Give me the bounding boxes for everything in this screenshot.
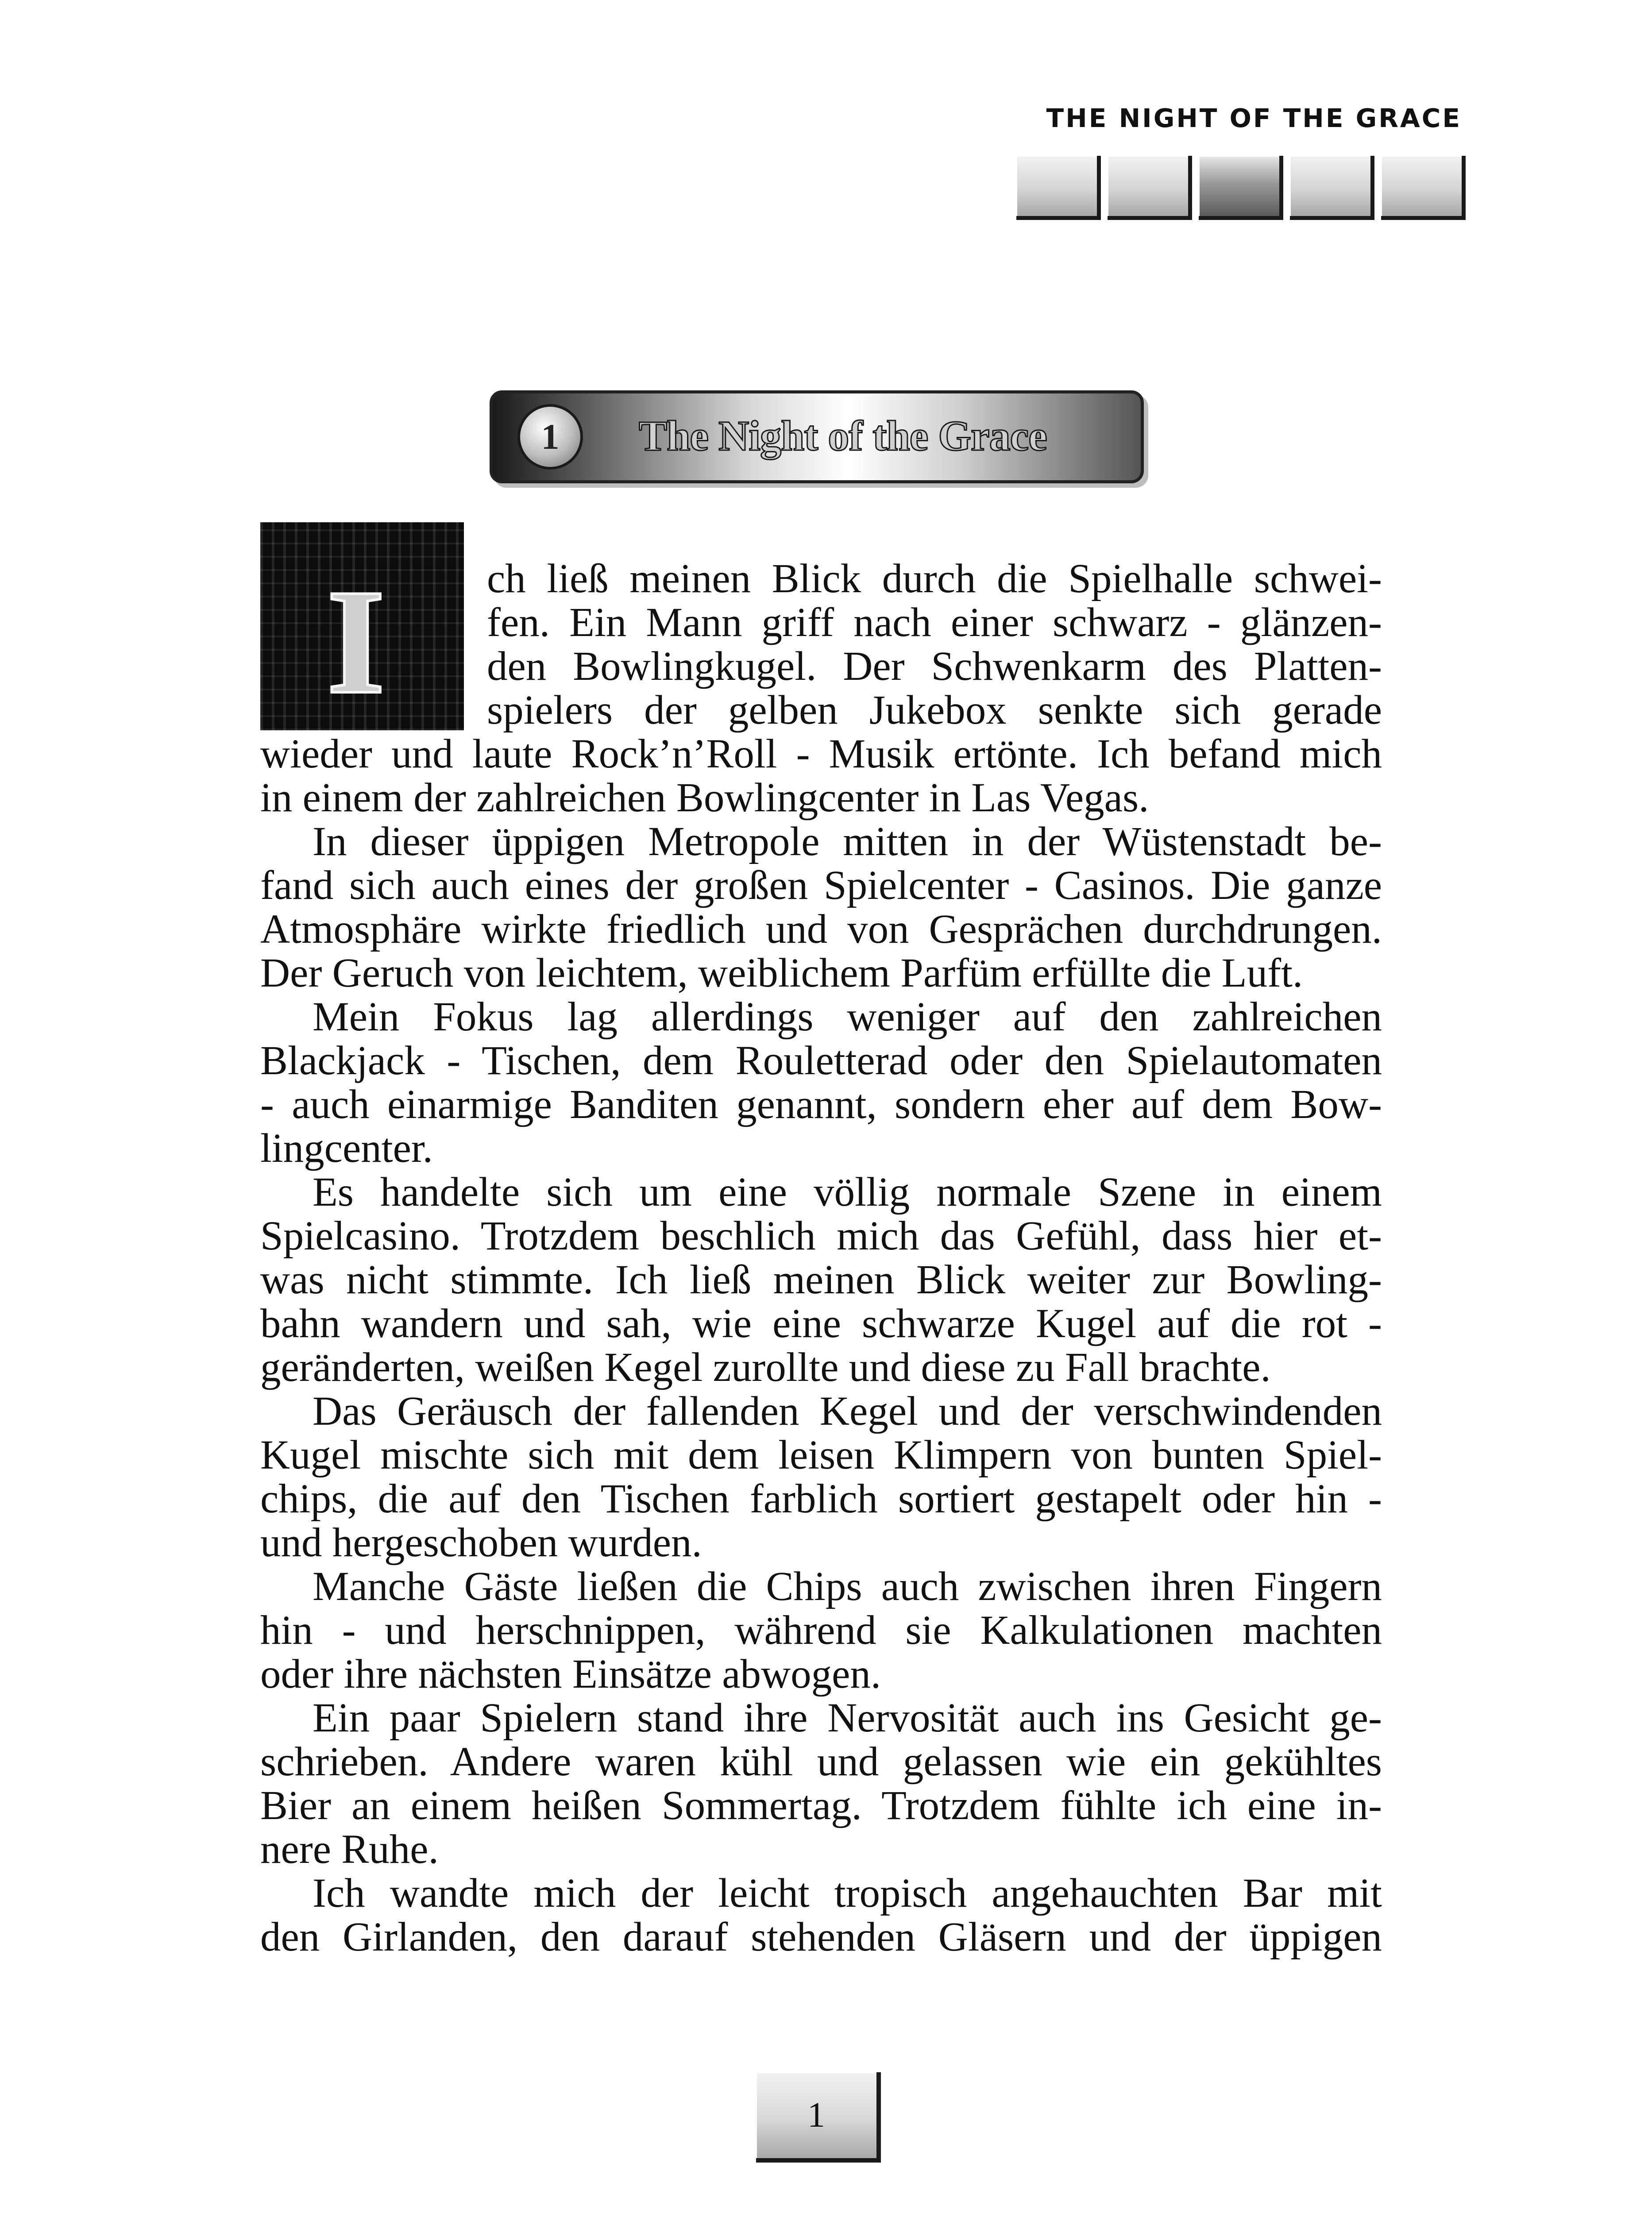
- text-line: hin - und herschnippen, während sie Kalkulationen machten: [260, 1608, 1382, 1653]
- chapter-tab-3: [1199, 156, 1283, 220]
- text-line: oder ihre nächsten Einsätze abwogen.: [260, 1651, 881, 1697]
- text-line: Es handelte sich um eine völlig normale Szene in einem: [313, 1169, 1382, 1215]
- text-line: Kugel mischte sich mit dem leisen Klimpern von bunten Spiel-: [260, 1432, 1382, 1478]
- text-line: - auch einarmige Banditen genannt, sondern eher auf dem Bow-: [260, 1082, 1382, 1127]
- text-line: was nicht stimmte. Ich ließ meinen Blick weiter zur Bowling-: [260, 1257, 1382, 1303]
- text-line: Ein paar Spielern stand ihre Nervosität auch ins Gesicht ge-: [313, 1695, 1382, 1741]
- text-line: und hergeschoben wurden.: [260, 1520, 702, 1565]
- chapter-banner: [490, 390, 1144, 483]
- text-line: In dieser üppigen Metropole mitten in der Wüstenstadt be-: [313, 819, 1382, 864]
- text-line: Manche Gäste ließen die Chips auch zwischen ihren Fingern: [313, 1564, 1382, 1609]
- text-line: spielers der gelben Jukebox senkte sich gerade: [487, 687, 1382, 733]
- text-line: Ich wandte mich der leicht tropisch angehauchten Bar mit: [313, 1870, 1382, 1916]
- text-line: geränderten, weißen Kegel zurollte und diese zu Fall brachte.: [260, 1345, 1271, 1390]
- text-line: fand sich auch eines der großen Spielcenter - Casinos. Die ganze: [260, 863, 1382, 908]
- page-number: 1: [756, 2072, 881, 2163]
- chapter-tab-5: [1381, 156, 1466, 220]
- running-title: THE NIGHT OF THE GRACE: [1046, 103, 1462, 133]
- text-line: ch ließ meinen Blick durch die Spielhalle schwei-: [487, 556, 1382, 601]
- text-line: fen. Ein Mann griff nach einer schwarz - glänzen-: [487, 600, 1382, 645]
- text-line: Atmosphäre wirkte friedlich und von Gesprächen durchdrungen.: [260, 906, 1382, 952]
- text-line: den Girlanden, den darauf stehenden Gläsern und der üppigen: [260, 1914, 1382, 1960]
- text-line: in einem der zahlreichen Bowlingcenter in Las Vegas.: [260, 775, 1149, 821]
- dropcap-letter: I: [327, 558, 386, 725]
- text-line: Der Geruch von leichtem, weiblichem Parfüm erfüllte die Luft.: [260, 950, 1303, 996]
- text-line: den Bowlingkugel. Der Schwenkarm des Platten-: [487, 644, 1382, 689]
- text-line: Das Geräusch der fallenden Kegel und der verschwindenden: [313, 1388, 1382, 1434]
- text-line: Spielcasino. Trotzdem beschlich mich das Gefühl, dass hier et-: [260, 1213, 1382, 1259]
- chapter-tab-4: [1290, 156, 1374, 220]
- chapter-tab-1: [1016, 156, 1101, 220]
- text-line: wieder und laute Rock’n’Roll - Musik ertönte. Ich befand mich: [260, 731, 1382, 777]
- text-line: chips, die auf den Tischen farblich sortiert gestapelt oder hin -: [260, 1476, 1382, 1522]
- chapter-body-text: [260, 557, 1382, 1959]
- text-line: Mein Fokus lag allerdings weniger auf den zahlreichen: [313, 994, 1382, 1040]
- text-line: schrieben. Andere waren kühl und gelassen wie ein gekühltes: [260, 1739, 1382, 1785]
- chapter-title: The Night of the Grace: [639, 412, 1047, 459]
- text-line: Blackjack - Tischen, dem Rouletterad oder den Spielautomaten: [260, 1038, 1382, 1083]
- text-line: Bier an einem heißen Sommertag. Trotzdem fühlte ich eine in-: [260, 1783, 1382, 1828]
- text-line: lingcenter.: [260, 1126, 433, 1171]
- chapter-tab-2: [1108, 156, 1192, 220]
- text-line: bahn wandern und sah, wie eine schwarze Kugel auf die rot -: [260, 1301, 1382, 1346]
- text-line: nere Ruhe.: [260, 1827, 439, 1872]
- chapter-number-badge: 1: [517, 404, 583, 470]
